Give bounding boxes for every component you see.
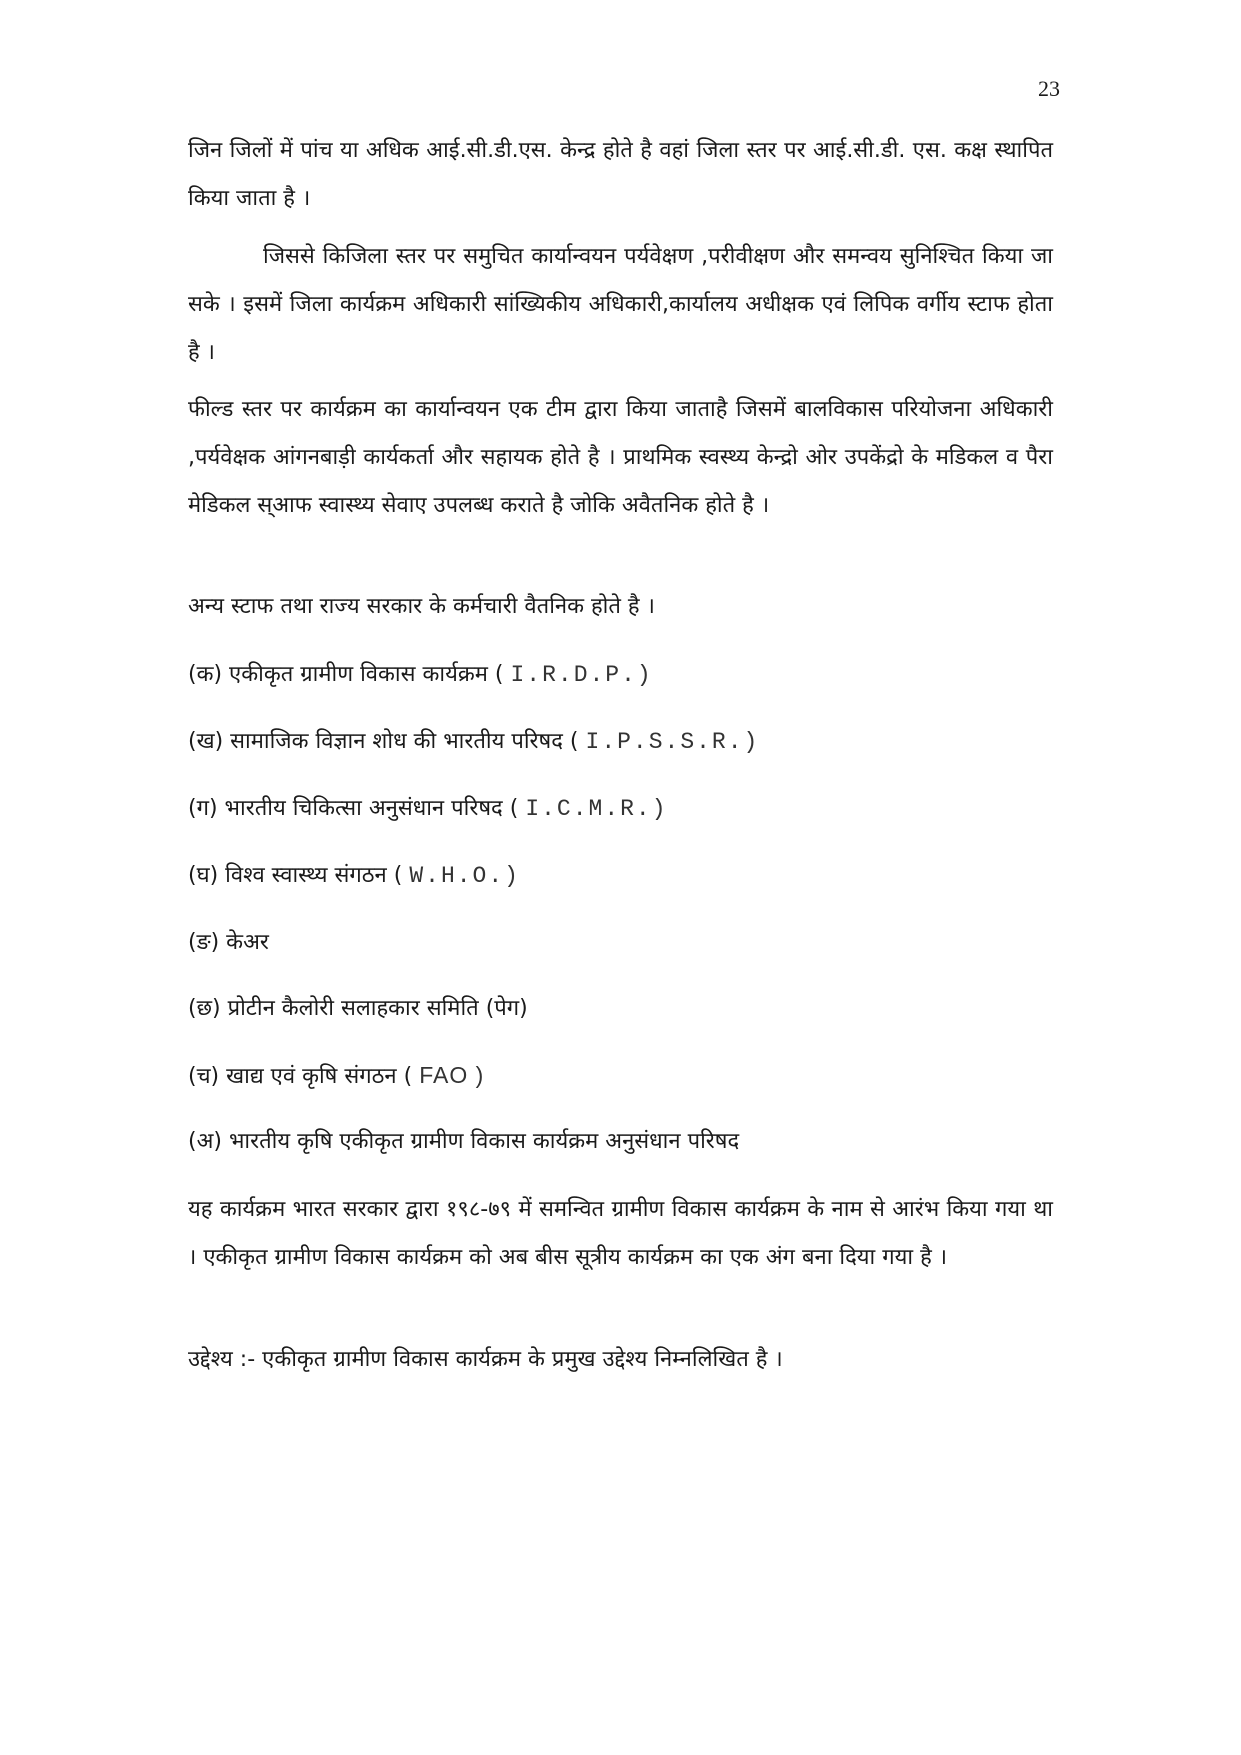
- list-item-abbreviation: I.C.M.R.: [525, 796, 652, 822]
- paragraph-icds-district-cell: जिन जिलों में पांच या अधिक आई.सी.डी.एस. केन्द्र होते है वहां जिला स्तर पर आई.सी.डी. एस. कक्ष स्थापित किया जाता है ।: [188, 138, 1053, 211]
- list-item: [188, 660, 1053, 690]
- list-item-abbreviation: I.P.S.S.R.: [585, 729, 744, 755]
- paragraph-objectives-heading: उद्देश्य :- एकीकृत ग्रामीण विकास कार्यक्रम के प्रमुख उद्देश्य निम्नलिखित है ।: [188, 1347, 783, 1372]
- list-item-text: (ख) सामाजिक विज्ञान शोध की भारतीय परिषद (: [188, 729, 586, 754]
- list-item-close: ): [504, 863, 520, 889]
- list-item-text: (क) एकीकृत ग्रामीण विकास कार्यक्रम (: [188, 662, 511, 687]
- list-item-text: (ङ) केअर: [188, 930, 269, 955]
- paragraph-district-supervision: जिससे किजिला स्तर पर समुचित कार्यान्वयन पर्यवेक्षण ,परीवीक्षण और समन्वय सुनिश्चित किया जा सके । इसमें जिला कार्यक्रम अधिकारी सांख्यिकीय अधिकारी,कार्यालय अधीक्षक एवं लिपिक वर्गीय स्टाफ होता है ।: [188, 244, 1053, 365]
- list-item: [188, 794, 1053, 824]
- list-item-close: ): [636, 662, 653, 688]
- list-item-text: (घ) विश्व स्वास्थ्य संगठन (: [188, 863, 410, 888]
- list-item-close: ): [468, 1062, 485, 1088]
- paragraph-other-staff: अन्य स्टाफ तथा राज्य सरकार के कर्मचारी वैतनिक होते है ।: [188, 594, 655, 619]
- list-item: [188, 1060, 1053, 1092]
- list-item-abbreviation: I.R.D.P.: [510, 662, 637, 688]
- list-item: [188, 994, 1053, 1024]
- paragraph-irdp-history: यह कार्यक्रम भारत सरकार द्वारा १९८-७९ में समन्वित ग्रामीण विकास कार्यक्रम के नाम से आरंभ किया गया था । एकीकृत ग्रामीण विकास कार्यक्रम को अब बीस सूत्रीय कार्यक्रम का एक अंग बना दिया गया है ।: [188, 1197, 1053, 1270]
- paragraph-field-level-team: फील्ड स्तर पर कार्यक्रम का कार्यान्वयन एक टीम द्वारा किया जाताहै जिसमें बालविकास परियोजना अधिकारी ,पर्यवेक्षक आंगनबाड़ी कार्यकर्ता और सहायक होते है । प्राथमिक स्वस्थ्य केन्द्रो ओर उपकेंद्रो के मडिकल व पैरा मेडिकल स्आफ स्वास्थ्य सेवाए उपलब्ध कराते है जोकि अवैतनिक होते है ।: [188, 397, 1053, 518]
- list-item-text: (ग) भारतीय चिकित्सा अनुसंधान परिषद (: [188, 796, 526, 821]
- page-number: 23: [1038, 76, 1060, 101]
- list-item-close: ): [651, 796, 668, 822]
- list-item: [188, 861, 1053, 891]
- list-item-text: (छ) प्रोटीन कैलोरी सलाहकार समिति (पेग): [188, 996, 528, 1021]
- list-item: [188, 928, 1053, 958]
- list-item-abbreviation: W.H.O.: [409, 863, 505, 889]
- list-item-abbreviation: FAO: [419, 1062, 469, 1088]
- list-item-text: (अ) भारतीय कृषि एकीकृत ग्रामीण विकास कार्यक्रम अनुसंधान परिषद: [188, 1129, 740, 1154]
- list-item: [188, 727, 1053, 757]
- list-item: [188, 1127, 1053, 1157]
- list-item-close: ): [743, 729, 760, 755]
- list-item-text: (च) खाद्य एवं कृषि संगठन (: [188, 1064, 420, 1089]
